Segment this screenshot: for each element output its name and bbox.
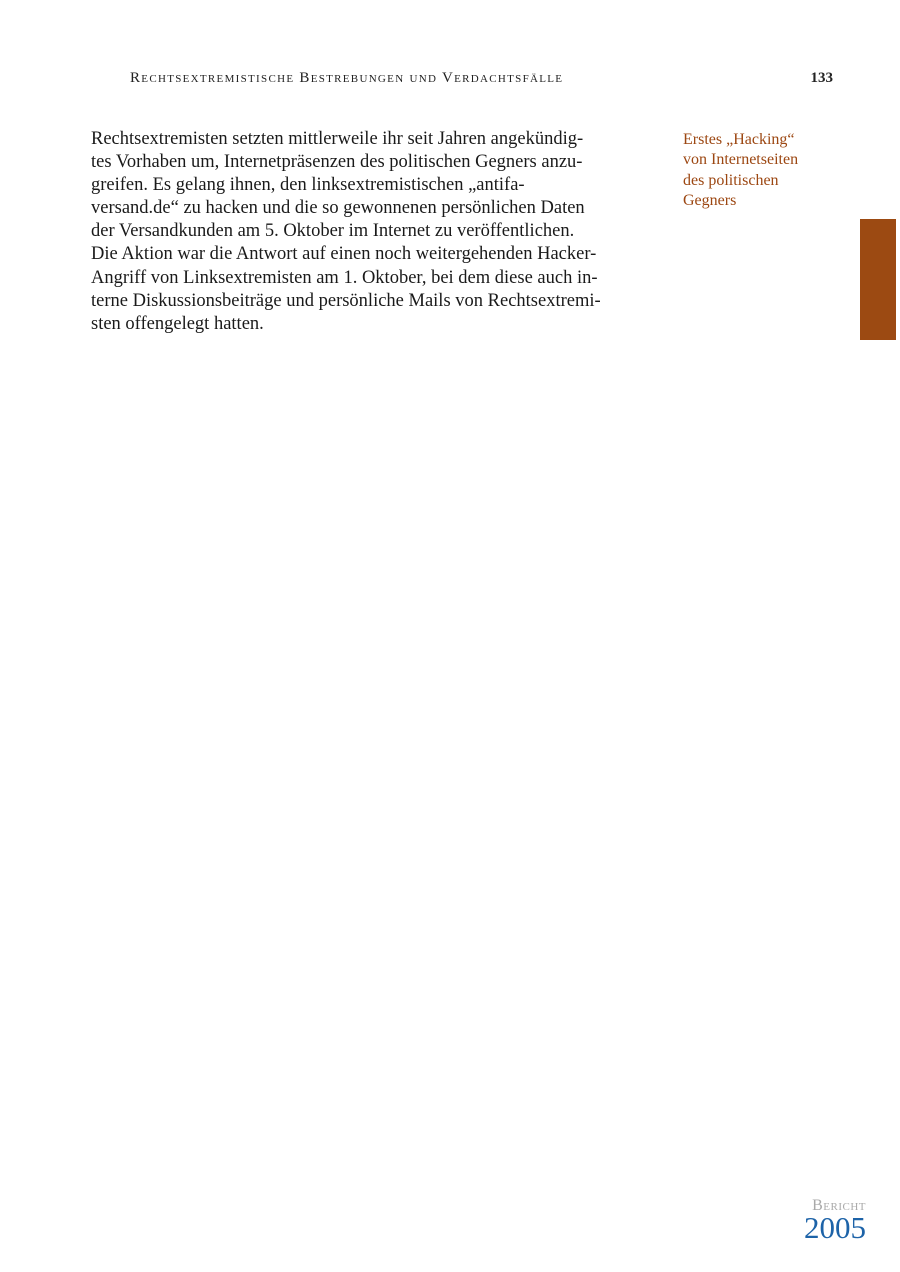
- body-line: Rechtsextremisten setzten mittlerweile ihr seit Jahren angekündig-: [91, 129, 584, 149]
- margin-note-line: Gegners: [683, 191, 737, 209]
- body-paragraph: [91, 128, 661, 336]
- report-logo-year: 2005: [804, 1210, 866, 1245]
- margin-note-line: des politischen: [683, 171, 779, 189]
- body-line: greifen. Es gelang ihnen, den linksextremistischen „antifa-: [91, 175, 525, 196]
- body-line: terne Diskussionsbeiträge und persönliche Mails von Rechtsextremi-: [91, 290, 601, 311]
- margin-note: [683, 130, 843, 211]
- body-line: tes Vorhaben um, Internetpräsenzen des politischen Gegners anzu-: [91, 152, 583, 173]
- body-line: versand.de“ zu hacken und die so gewonnenen persönlichen Daten: [91, 198, 585, 219]
- running-header: Rechtsextremistische Bestrebungen und Verdachtsfälle: [130, 70, 564, 86]
- page-number: 133: [810, 70, 833, 86]
- chapter-thumb-tab: [860, 219, 896, 340]
- report-logo-word: Bericht: [812, 1197, 866, 1214]
- report-logo: [804, 1198, 866, 1243]
- margin-note-line: Erstes „Hacking“: [683, 131, 795, 148]
- body-line: der Versandkunden am 5. Oktober im Internet zu veröffentlichen.: [91, 221, 575, 242]
- margin-note-line: von Internetseiten: [683, 151, 799, 169]
- body-line: sten offengelegt hatten.: [91, 313, 264, 334]
- body-line: Angriff von Linksextremisten am 1. Oktober, bei dem diese auch in-: [91, 267, 598, 288]
- body-line: Die Aktion war die Antwort auf einen noch weitergehenden Hacker-: [91, 244, 597, 265]
